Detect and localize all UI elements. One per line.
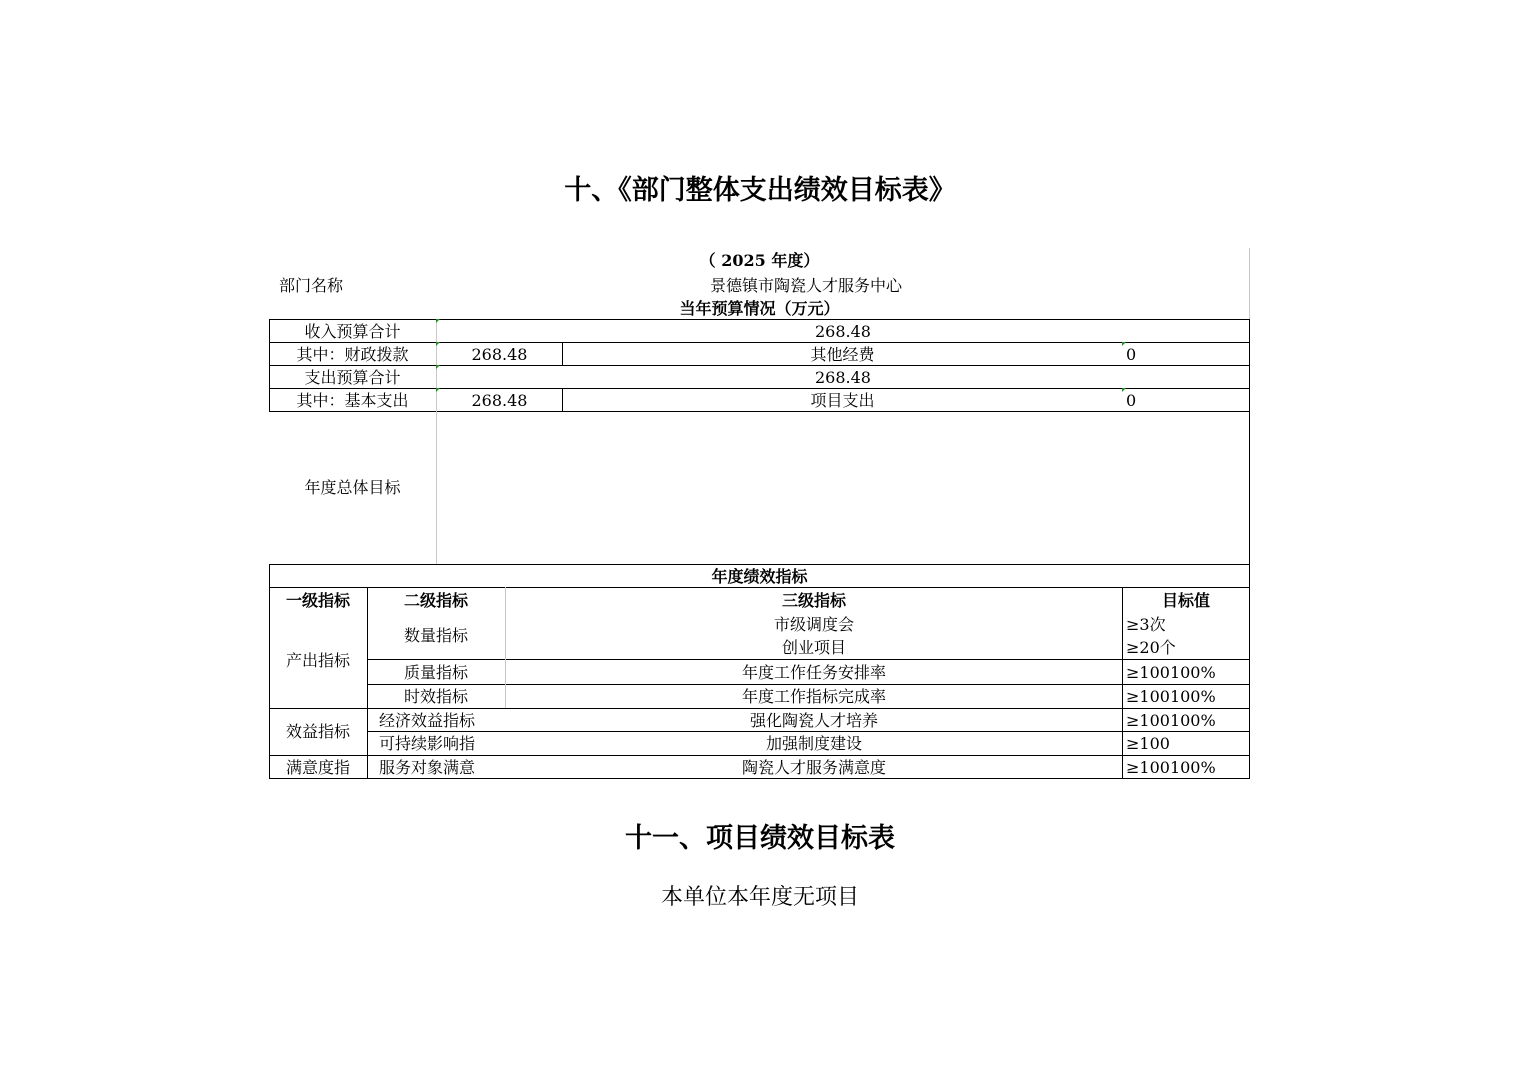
level2-timeliness: 时效指标 <box>403 687 468 706</box>
target-value: ≥100100% <box>1126 711 1216 730</box>
col-level2-header: 二级指标 <box>403 591 468 610</box>
level2-service-target: 服务对象满意 <box>379 758 476 777</box>
no-project-note: 本单位本年度无项目 <box>660 885 859 910</box>
level3-item: 加强制度建设 <box>765 734 862 753</box>
other-funds-value: 0 <box>1126 345 1137 364</box>
table-year: （ 2025 年度） <box>699 251 820 270</box>
dept-name-value: 景德镇市陶瓷人才服务中心 <box>709 276 902 295</box>
target-value: ≥100100% <box>1126 758 1216 777</box>
level3-item: 年度工作任务安排率 <box>741 663 886 682</box>
level1-benefit: 效益指标 <box>285 722 350 741</box>
income-total-label: 收入预算合计 <box>304 322 401 341</box>
target-value: ≥100 <box>1126 734 1170 753</box>
level3-item: 陶瓷人才服务满意度 <box>741 758 886 777</box>
level2-quality: 质量指标 <box>403 663 468 682</box>
level3-item: 强化陶瓷人才培养 <box>749 711 878 730</box>
target-value: ≥100100% <box>1126 687 1216 706</box>
other-funds-label: 其他经费 <box>810 345 875 364</box>
level3-item: 市级调度会 <box>773 615 854 634</box>
expense-total-value: 268.48 <box>815 368 871 387</box>
fiscal-label: 其中：财政拨款 <box>296 345 409 364</box>
fiscal-value: 268.48 <box>471 345 528 364</box>
level1-output: 产出指标 <box>285 651 350 670</box>
basic-expense-value: 268.48 <box>471 391 528 410</box>
col-level3-header: 三级指标 <box>781 591 846 610</box>
target-value: ≥100100% <box>1126 663 1216 682</box>
budget-header: 当年预算情况（万元） <box>679 299 840 318</box>
level2-sustainable: 可持续影响指 <box>379 734 476 753</box>
indicators-header: 年度绩效指标 <box>711 567 808 586</box>
col-level1-header: 一级指标 <box>285 591 350 610</box>
dept-name-label: 部门名称 <box>279 276 344 295</box>
level3-item: 年度工作指标完成率 <box>741 687 886 706</box>
target-value: ≥20个 <box>1126 638 1176 657</box>
income-total-value: 268.48 <box>815 322 871 341</box>
level1-satisfaction: 满意度指 <box>285 758 350 777</box>
level2-economic: 经济效益指标 <box>379 711 476 730</box>
col-target-header: 目标值 <box>1161 591 1210 610</box>
target-value: ≥3次 <box>1126 615 1166 634</box>
section-11-title: 十一、项目绩效目标表 <box>625 823 895 854</box>
level2-quantity: 数量指标 <box>403 626 468 645</box>
basic-expense-label: 其中：基本支出 <box>296 391 409 410</box>
expense-total-label: 支出预算合计 <box>304 368 401 387</box>
annual-goal-label: 年度总体目标 <box>304 478 401 497</box>
performance-target-table <box>269 248 1250 779</box>
project-expense-value: 0 <box>1126 391 1137 410</box>
section-10-title: 十、《部门整体支出绩效目标表》 <box>564 175 956 206</box>
project-expense-label: 项目支出 <box>810 391 875 410</box>
level3-item: 创业项目 <box>781 638 846 657</box>
